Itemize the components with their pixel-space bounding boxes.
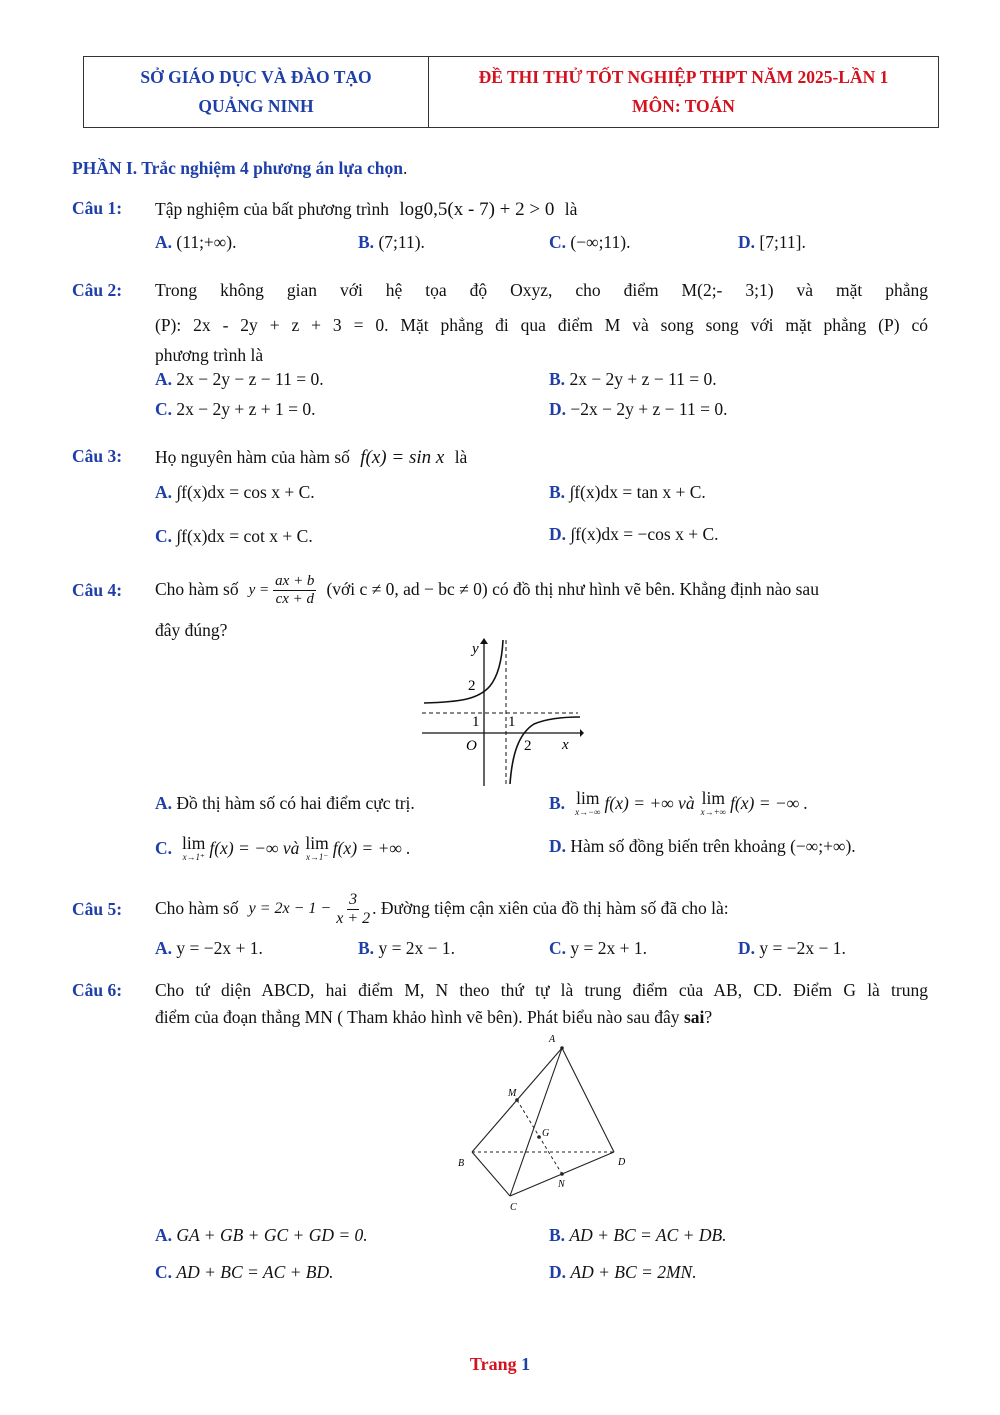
- fraction-numerator: ax + b: [275, 573, 315, 589]
- q5-option-b[interactable]: [358, 940, 455, 958]
- option-text: 2x − 2y − z − 11 = 0.: [176, 369, 324, 389]
- option-letter: D.: [738, 232, 756, 252]
- question-label: Câu 5:: [72, 899, 123, 919]
- question-emphasis: sai: [683, 1007, 705, 1027]
- option-text: 2x − 2y + z + 1 = 0.: [176, 399, 316, 419]
- x-label: x: [562, 737, 569, 753]
- lim-text: lim: [182, 833, 206, 853]
- q3-option-b[interactable]: [549, 484, 706, 502]
- option-text: 2x − 2y + z − 11 = 0.: [569, 369, 717, 389]
- option-letter: C.: [549, 232, 567, 252]
- point-n: [560, 1172, 564, 1176]
- option-letter: B.: [549, 792, 566, 813]
- page-number: 1: [521, 1354, 531, 1374]
- question-mark: ?: [704, 1007, 713, 1027]
- x-tick-2: 2: [524, 738, 532, 754]
- question-1-stem: [155, 200, 577, 219]
- option-text: ∫f(x)dx = tan x + C.: [569, 482, 706, 502]
- question-4-stem: [155, 570, 819, 610]
- option-text: (11;+∞).: [176, 232, 237, 252]
- q4-option-c[interactable]: [155, 835, 411, 862]
- option-text: GA + GB + GC + GD = 0.: [176, 1225, 368, 1245]
- option-text: f(x) = −∞ và: [209, 837, 300, 858]
- option-text: AD + BC = AC + DB.: [569, 1225, 727, 1245]
- option-text: Hàm số đồng biến trên khoảng (−∞;+∞).: [570, 836, 856, 856]
- question-text-cont: . Đường tiệm cận xiên của đồ thị hàm số đã cho là:: [372, 898, 729, 919]
- lim-text: lim: [576, 788, 600, 808]
- option-text: ∫f(x)dx = −cos x + C.: [570, 524, 719, 544]
- y-tick-2: 2: [468, 678, 476, 694]
- graph-right-branch: [510, 717, 580, 784]
- label-a: A: [549, 1034, 556, 1045]
- section-title: PHẦN I. Trắc nghiệm 4 phương án lựa chọn: [72, 158, 403, 178]
- question-2-line-3: phương trình là: [155, 345, 264, 365]
- lim-sub: x→1⁺: [182, 851, 205, 862]
- option-text: f(x) = −∞ .: [730, 792, 808, 813]
- q5-option-a[interactable]: [155, 940, 263, 958]
- y-axis-arrow: [480, 638, 488, 644]
- section-title-period: .: [403, 158, 408, 178]
- question-6-line-2: [155, 1009, 712, 1027]
- tetrahedron-figure: [452, 1030, 632, 1216]
- option-letter: C.: [549, 938, 567, 958]
- fraction-numerator: 3: [349, 890, 358, 908]
- option-text: y = −2x − 1.: [759, 938, 846, 958]
- question-4-line-2: đây đúng?: [155, 620, 228, 640]
- q3-option-d[interactable]: [549, 526, 719, 544]
- option-letter: A.: [155, 232, 173, 252]
- question-3-stem: [155, 448, 467, 467]
- function-fraction: [273, 573, 316, 607]
- option-letter: A.: [155, 1225, 173, 1245]
- x-axis-arrow: [580, 729, 584, 737]
- question-text: Họ nguyên hàm của hàm số: [155, 447, 350, 467]
- question-math: f(x) = sin x: [360, 447, 445, 468]
- question-label: Câu 2:: [72, 280, 123, 300]
- option-text: Đồ thị hàm số có hai điểm cực trị.: [176, 793, 415, 813]
- q5-option-c[interactable]: [549, 940, 647, 958]
- question-label: Câu 4:: [72, 580, 123, 600]
- question-5-stem: [155, 888, 729, 930]
- x-tick-1: 1: [508, 714, 516, 730]
- option-text: ∫f(x)dx = cos x + C.: [176, 482, 315, 502]
- q4-option-b[interactable]: [549, 790, 808, 817]
- q2-option-b[interactable]: [549, 371, 717, 389]
- department-cell: [84, 57, 429, 127]
- lim-text: lim: [305, 833, 329, 853]
- option-text: AD + BC = 2MN.: [570, 1262, 697, 1282]
- option-letter: D.: [549, 1262, 567, 1282]
- question-text-end: là: [454, 447, 468, 467]
- question-text: Cho hàm số: [155, 579, 239, 600]
- q3-option-c[interactable]: [155, 528, 313, 546]
- question-label: Câu 1:: [72, 198, 123, 218]
- question-label: Câu 3:: [72, 446, 123, 466]
- page-label: Trang: [469, 1354, 517, 1374]
- q2-option-d[interactable]: [549, 401, 727, 419]
- function-lhs: y =: [248, 581, 270, 598]
- option-text: y = −2x + 1.: [176, 938, 263, 958]
- question-5: [72, 901, 122, 919]
- question-6-line-1: Cho tứ diện ABCD, hai điểm M, N theo thứ tự là trung điểm của AB, CD. Điểm G là trung: [155, 980, 928, 1000]
- option-text: AD + BC = AC + BD.: [176, 1262, 334, 1282]
- label-n: N: [558, 1179, 565, 1190]
- function-graph: [418, 636, 584, 788]
- limit-1: [575, 790, 600, 817]
- question-text: Tập nghiệm của bất phương trình: [155, 199, 390, 219]
- exam-header: [83, 56, 939, 128]
- q4-option-d[interactable]: [549, 838, 856, 856]
- label-g: G: [542, 1128, 550, 1139]
- option-text: (−∞;11).: [570, 232, 631, 252]
- option-letter: B.: [549, 482, 566, 502]
- lim-sub: x→1⁻: [305, 851, 329, 862]
- q6-option-c[interactable]: [155, 1264, 334, 1282]
- q6-option-d[interactable]: [549, 1264, 697, 1282]
- option-letter: D.: [549, 399, 567, 419]
- question-1: [72, 200, 122, 218]
- q1-option-b[interactable]: [358, 234, 425, 252]
- option-letter: D.: [549, 836, 567, 856]
- page-footer: [0, 1354, 1000, 1375]
- label-m: M: [508, 1088, 517, 1099]
- y-tick-1: 1: [472, 714, 480, 730]
- option-letter: D.: [549, 524, 567, 544]
- question-2-line-2: (P): 2x - 2y + z + 3 = 0. Mặt phẳng đi qua điểm M và song song với mặt phẳng (P) có: [155, 315, 928, 335]
- option-text: [7;11].: [759, 232, 806, 252]
- exam-title: ĐỀ THI THỬ TỐT NGHIỆP THPT NĂM 2025-LẦN 1: [478, 67, 889, 87]
- q5-option-d[interactable]: [738, 940, 846, 958]
- option-text: (7;11).: [378, 232, 425, 252]
- fraction-denominator: x + 2: [336, 909, 371, 927]
- question-2-line-1: Trong không gian với hệ tọa độ Oxyz, cho điểm M(2;- 3;1) và mặt phẳng: [155, 280, 928, 300]
- origin-label: O: [466, 738, 477, 754]
- option-text: y = 2x − 1.: [378, 938, 456, 958]
- label-c: C: [510, 1202, 517, 1213]
- option-text: f(x) = +∞ và: [604, 792, 695, 813]
- limit-2: [305, 835, 328, 862]
- lim-text: lim: [701, 788, 725, 808]
- q1-option-d[interactable]: [738, 234, 806, 252]
- q2-option-a[interactable]: [155, 371, 324, 389]
- option-letter: C.: [155, 399, 173, 419]
- question-3: [72, 448, 122, 466]
- option-text: ∫f(x)dx = cot x + C.: [176, 526, 313, 546]
- option-letter: C.: [155, 526, 173, 546]
- province-name: QUẢNG NINH: [198, 96, 314, 116]
- option-letter: A.: [155, 938, 173, 958]
- question-text: Cho hàm số: [155, 898, 239, 919]
- q6-option-b[interactable]: [549, 1227, 727, 1245]
- option-letter: B.: [549, 369, 566, 389]
- question-text: điểm của đoạn thẳng MN ( Tham khảo hình vẽ bên). Phát biểu nào sau đây: [155, 1007, 680, 1027]
- option-letter: C.: [155, 837, 173, 858]
- exam-title-cell: [429, 57, 938, 127]
- q1-option-c[interactable]: [549, 234, 630, 252]
- department-name: SỞ GIÁO DỤC VÀ ĐÀO TẠO: [140, 67, 372, 87]
- q4-option-a[interactable]: [155, 795, 415, 813]
- point-a: [560, 1046, 564, 1050]
- option-letter: A.: [155, 369, 173, 389]
- label-b: B: [458, 1158, 465, 1169]
- question-label: Câu 6:: [72, 980, 123, 1000]
- edge-ad: [562, 1048, 614, 1152]
- edge-ac: [510, 1048, 562, 1196]
- question-6: [72, 982, 122, 1000]
- option-letter: C.: [155, 1262, 173, 1282]
- label-d: D: [618, 1157, 626, 1168]
- point-g: [537, 1135, 541, 1139]
- option-letter: B.: [358, 938, 375, 958]
- option-letter: A.: [155, 482, 173, 502]
- question-text-end: là: [564, 199, 578, 219]
- q1-option-a[interactable]: [155, 234, 236, 252]
- option-letter: A.: [155, 793, 173, 813]
- q6-option-a[interactable]: [155, 1227, 368, 1245]
- question-text-cont: (với c ≠ 0, ad − bc ≠ 0) có đồ thị như hình vẽ bên. Khẳng định nào sau: [326, 579, 819, 600]
- option-letter: D.: [738, 938, 756, 958]
- question-4: [72, 582, 122, 600]
- option-letter: B.: [549, 1225, 566, 1245]
- section-heading: [72, 158, 407, 179]
- subject-name: MÔN: TOÁN: [632, 96, 735, 116]
- edge-bc: [472, 1152, 510, 1196]
- graph-left-branch: [424, 640, 503, 703]
- option-text: y = 2x + 1.: [570, 938, 648, 958]
- y-label: y: [472, 641, 479, 657]
- option-text: −2x − 2y + z − 11 = 0.: [570, 399, 728, 419]
- q2-option-c[interactable]: [155, 401, 316, 419]
- lim-sub: x→−∞: [575, 806, 601, 817]
- lim-sub: x→+∞: [700, 806, 727, 817]
- option-letter: B.: [358, 232, 375, 252]
- function-lhs: y = 2x − 1 −: [248, 900, 332, 917]
- question-math: log0,5(x - 7) + 2 > 0: [399, 199, 555, 220]
- option-text: f(x) = +∞ .: [332, 837, 411, 858]
- question-2: [72, 282, 122, 300]
- fraction-denominator: cx + d: [275, 590, 315, 607]
- limit-1: [182, 835, 205, 862]
- function-fraction: [334, 891, 372, 927]
- q3-option-a[interactable]: [155, 484, 315, 502]
- limit-2: [701, 790, 726, 817]
